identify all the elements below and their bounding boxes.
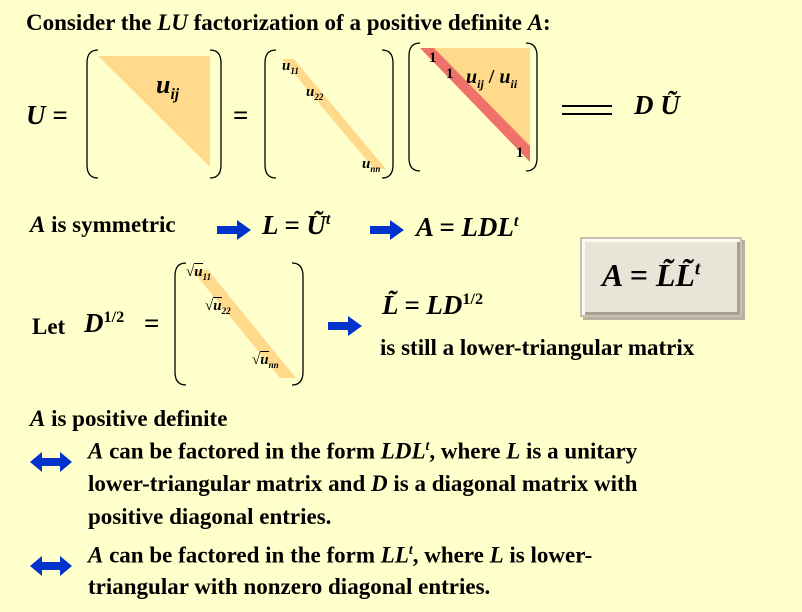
long-equals xyxy=(562,104,612,116)
upper-triangle xyxy=(98,56,210,167)
equals-sign: = xyxy=(144,308,160,338)
diag-u11: $u_{11}$ xyxy=(282,58,299,76)
matrix-right-bracket xyxy=(210,50,221,178)
symmetric-text: A is symmetric xyxy=(30,212,176,237)
matrix-left-bracket xyxy=(175,263,186,385)
sqrt-u11: $√u_{11}$ xyxy=(186,264,212,282)
unit-one-second: 1 xyxy=(446,66,454,82)
matrix1-entry: $u_{ij}$ xyxy=(156,70,180,104)
matrix-right-bracket xyxy=(292,263,303,385)
matrix-right-bracket xyxy=(382,50,393,178)
l-equals-u-transpose: $L = Ũ^t$ xyxy=(262,210,331,240)
d-half: $D^{1/2}$ xyxy=(84,308,125,338)
unit-one-bottom: 1 xyxy=(516,145,524,161)
item1-line3: positive diagonal entries. xyxy=(88,504,332,529)
item2-line1: A can be factored in the form $LL^t$, where L is lower- xyxy=(88,542,593,568)
let-text: Let xyxy=(32,314,66,339)
right-arrow-icon xyxy=(217,220,251,240)
diag-unn: $u_{nn}$ xyxy=(362,156,381,174)
equals-sign: = xyxy=(233,100,249,130)
item1-line2: lower-triangular matrix and D is a diagonal matrix with xyxy=(88,471,638,496)
lower-triangular-note: is still a lower-triangular matrix xyxy=(380,335,695,360)
right-arrow-icon xyxy=(370,220,404,240)
double-arrow-icon xyxy=(30,556,72,576)
diag-u22: $u_{22}$ xyxy=(306,84,324,102)
item1-line1: A can be factored in the form LDL$^t$, where L is a unitary xyxy=(88,438,638,464)
matrix-left-bracket xyxy=(265,50,276,178)
sqrt-u22: $√u_{22}$ xyxy=(205,298,231,316)
d-u-tilde: D Ũ xyxy=(634,90,680,120)
unit-entry: $u_{ij} / u_{ii}$ xyxy=(466,66,518,91)
boxed-equation-text: A = L̃L̃$^t$ xyxy=(602,257,701,293)
positive-definite-heading: A is positive definite xyxy=(30,406,228,431)
boxed-equation xyxy=(580,237,742,317)
matrix-u-upper xyxy=(84,47,224,181)
matrix-left-bracket xyxy=(87,50,98,178)
item2-line2: triangular with nonzero diagonal entries. xyxy=(88,574,491,599)
right-arrow-icon xyxy=(328,316,362,336)
heading: Consider the LU factorization of a positive definite A: xyxy=(26,10,551,35)
u-label: U = xyxy=(26,100,68,130)
a-equals-ldlt: $A = LDL^t$ xyxy=(416,212,519,242)
diagonal-band xyxy=(192,270,296,378)
matrix-left-bracket xyxy=(409,43,420,171)
unit-one-top: 1 xyxy=(429,50,437,66)
double-arrow-icon xyxy=(30,452,72,472)
l-tilde-equals-ld-half: L̃ = $LD^{1/2}$ xyxy=(382,290,484,320)
sqrt-unn: $√u_{nn}$ xyxy=(252,352,279,370)
